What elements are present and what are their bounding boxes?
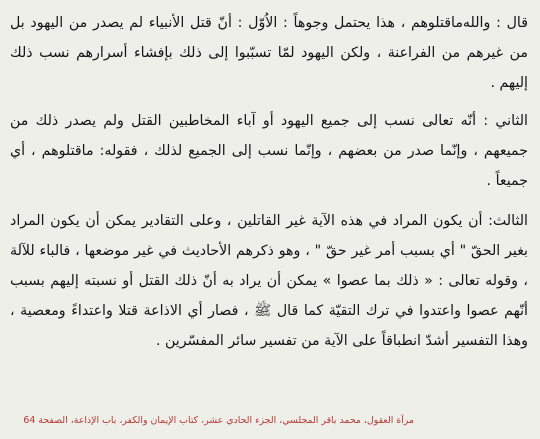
paragraph-1: قال : والله‌ماقتلوهم ، هذا يحتمل وجوهاً : الاُوّل : أنّ قتل الأنبياء لم يصدر من اليهود بل من غيرهم من الفراعنة ، ولكن اليهود لمّا تسبّبوا إلى ذلك بإفشاء أسرارهم نسب ذلك إليهم . bbox=[10, 15, 528, 91]
paragraph-3: الثالث: أن يكون المراد في هذه الآية غير القاتلين ، وعلى التقادير يمكن أن يكون المراد بغير الحقّ " أي بسبب أمر غير حقّ " ، وهو ذكرهم الأحاديث في غير موضعها ، فالباء للآلة ، وقوله تعالى : « ذلك بما عصوا » يمكن أن يراد به أنّ ذلك القتل أو نسبته إليهم بسبب أنّهم عصوا واعتدوا في ترك التقيّة كما قال ﷺ ، فصار أي الاذاعة قتلا واعتداءً ومعصية ، وهذا التفسير أشدّ انطباقاً على الآية من تفسير سائر المفسّرين . bbox=[10, 213, 528, 349]
paragraph-2: الثاني : أنّه تعالى نسب إلى جميع اليهود أو آباء المخاطبين القتل ولم يصدر ذلك من جميعهم ، وإنّما صدر من بعضهم ، وإنّما نسب إلى الجميع لذلك ، فقوله: ماقتلوهم ، أي جميعاً . bbox=[10, 113, 528, 189]
source-citation: مرآة العقول، محمد باقر المجلسي، الجزء الحادي عشر، كتاب الإيمان والكفر، باب الإذاعة، الصفحة 64 bbox=[23, 415, 414, 426]
